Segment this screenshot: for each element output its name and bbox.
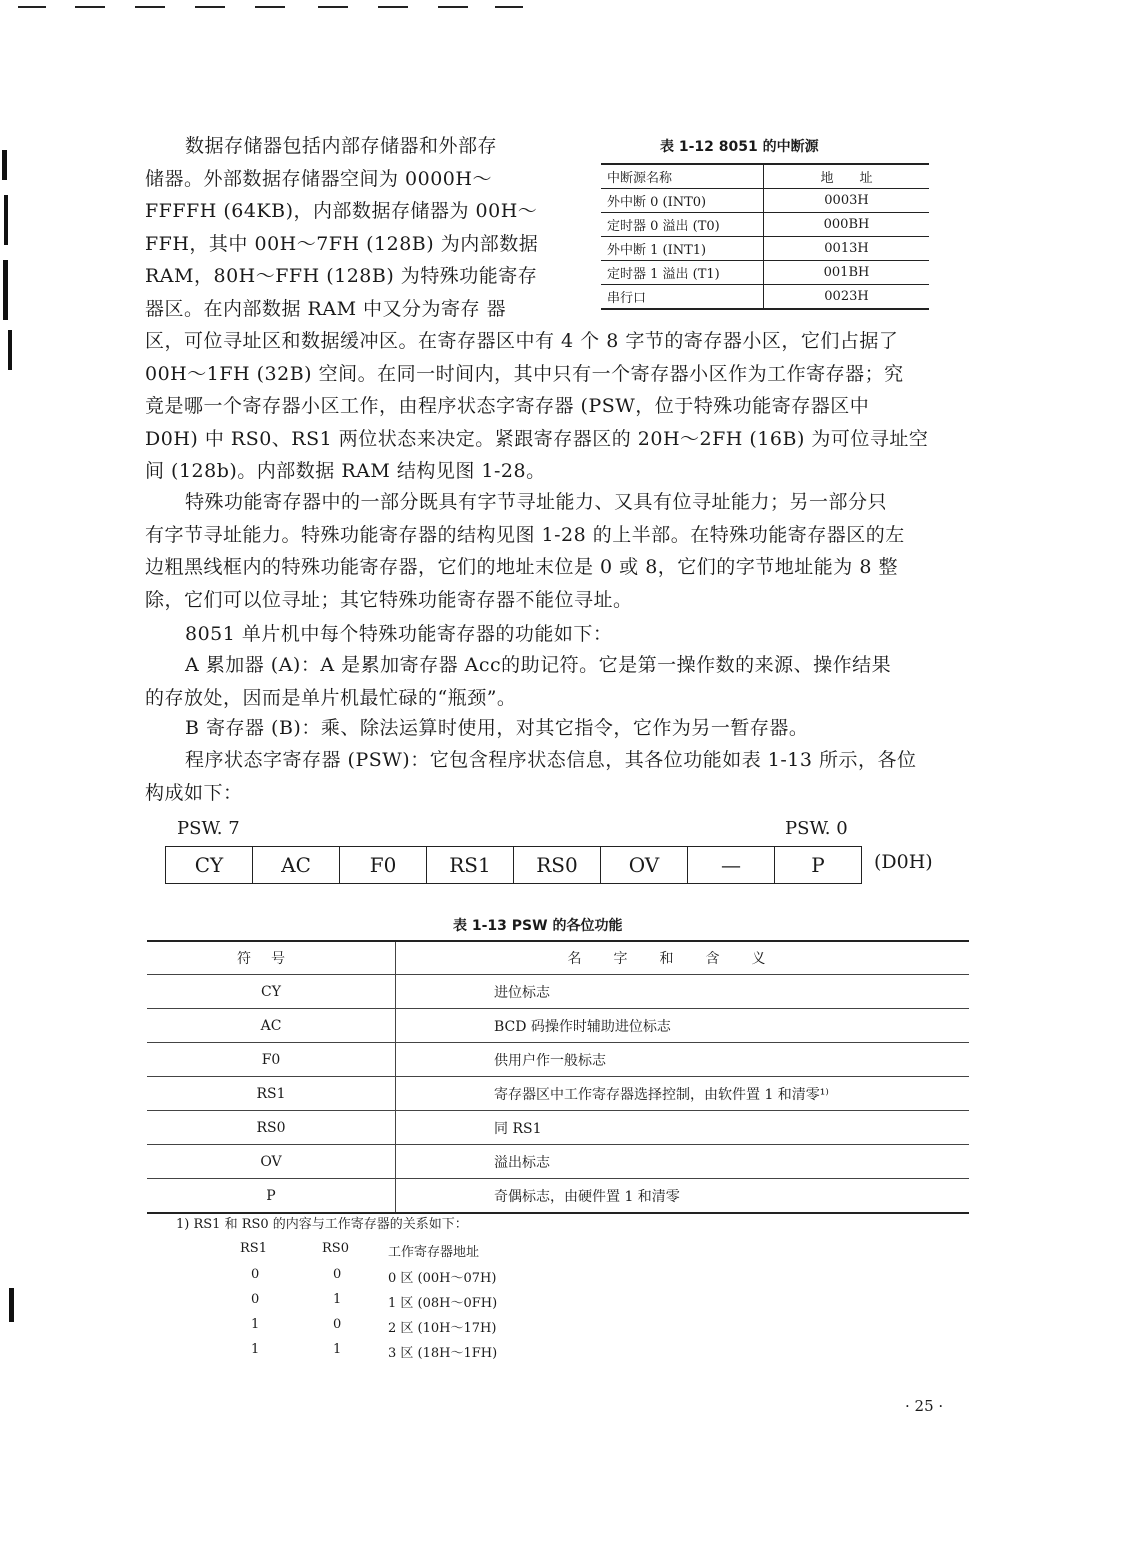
table-cell: 供用户作一般标志 <box>396 1043 970 1077</box>
table-cell: 001BH <box>764 261 930 285</box>
text-line: 竟是哪一个寄存器小区工作，由程序状态字寄存器 (PSW，位于特殊功能寄存器区中 <box>145 395 870 417</box>
psw-bit: AC <box>253 847 340 883</box>
footnote-cell: RS1 <box>240 1241 267 1256</box>
table-row <box>601 164 929 189</box>
text-line: 00H～1FH (32B) 空间。在同一时间内，其中只有一个寄存器小区作为工作寄存器；究 <box>145 362 904 385</box>
psw-bit: OV <box>601 847 688 883</box>
table-row <box>601 261 929 285</box>
table-cell: AC <box>147 1009 396 1043</box>
text-line: 有字节寻址能力。特殊功能寄存器的结构见图 1-28 的上半部。在特殊功能寄存器区的左 <box>145 523 905 546</box>
text-line: 储器。外部数据存储器空间为 0000H～ <box>145 167 492 190</box>
table-cell: 0023H <box>764 285 930 310</box>
psw-left-label: PSW. 7 <box>177 818 240 839</box>
table-cell: 000BH <box>764 213 930 237</box>
table-cell: 外中断 1 (INT1) <box>601 237 764 261</box>
table-row <box>601 189 929 213</box>
table-header-cell: 中断源名称 <box>601 164 764 189</box>
table-cell: 进位标志 <box>396 975 970 1009</box>
footnote-cell: 0 <box>251 1292 260 1307</box>
footnote-cell: 1 区 (08H～0FH) <box>388 1296 498 1311</box>
table-cell: 溢出标志 <box>396 1145 970 1179</box>
table-cell: RS1 <box>147 1077 396 1111</box>
psw-bit: F0 <box>340 847 427 883</box>
text-line: FFFFH (64KB)，内部数据存储器为 00H～ <box>145 200 538 222</box>
paragraph-4 <box>145 649 970 714</box>
table-row <box>147 1145 969 1179</box>
margin-mark-5 <box>9 1288 14 1322</box>
text-line: A 累加器 (A)：A 是累加寄存器 Acc的助记符。它是第一操作数的来源、操作结果 <box>185 654 892 676</box>
psw-bit: P <box>811 853 825 877</box>
footnote-table <box>240 1241 570 1361</box>
page-number: · 25 · <box>905 1397 944 1415</box>
text-line: 8051 单片机中每个特殊功能寄存器的功能如下： <box>185 623 613 645</box>
table-12 <box>601 163 929 310</box>
table-cell: BCD 码操作时辅助进位标志 <box>396 1009 970 1043</box>
footnote-cell: 1 <box>251 1342 260 1357</box>
table-row <box>147 1077 969 1111</box>
footnote-cell: RS0 <box>322 1241 349 1256</box>
text-line: 区，可位寻址区和数据缓冲区。在寄存器区中有 4 个 8 字节的寄存器小区，它们占据了 <box>145 330 899 352</box>
table-row <box>601 237 929 261</box>
table-header-cell: 符号 <box>147 941 396 975</box>
text-line: 的存放处，因而是单片机最忙碌的“瓶颈”。 <box>145 686 517 709</box>
footnote-cell: 0 <box>333 1267 342 1282</box>
text-line: 除，它们可以位寻址；其它特殊功能寄存器不能位寻址。 <box>145 588 633 611</box>
footnote-cell: 0 <box>333 1317 342 1332</box>
margin-mark-1 <box>2 150 7 180</box>
text-line: FFH，其中 00H～7FH (128B) 为内部数据 <box>145 232 539 255</box>
footnote-text: 1) RS1 和 RS0 的内容与工作寄存器的关系如下： <box>176 1217 468 1232</box>
table-row <box>147 1043 969 1077</box>
footnote-cell: 1 <box>251 1317 260 1332</box>
psw-bit: CY <box>166 847 253 883</box>
table-cell: RS0 <box>147 1111 396 1145</box>
table-row <box>147 1179 969 1214</box>
table-cell: P <box>147 1179 396 1214</box>
text-line: 边粗黑线框内的特殊功能寄存器，它们的地址末位是 0 或 8，它们的字节地址能为 8 整 <box>145 556 898 578</box>
footnote-cell: 3 区 (18H～1FH) <box>388 1346 498 1361</box>
table-cell: 同 RS1 <box>396 1111 970 1145</box>
margin-mark-4 <box>8 330 12 370</box>
table-cell: 0003H <box>764 189 930 213</box>
text-line: 特殊功能寄存器中的一部分既具有字节寻址能力、又具有位寻址能力；另一部分只 <box>185 491 888 513</box>
table-13-caption: 表 1-13 PSW 的各位功能 <box>453 918 623 934</box>
text-line: 数据存储器包括内部存储器和外部存 <box>185 135 498 157</box>
psw-bit: — <box>688 847 775 883</box>
footnote-cell: 1 <box>333 1292 342 1307</box>
text-line: D0H) 中 RS0、RS1 两位状态来决定。紧跟寄存器区的 20H～2FH (16B) 为可位寻址空 <box>145 427 929 450</box>
paragraph-1-continuation <box>145 325 970 488</box>
table-header-row <box>147 941 969 975</box>
paragraph-2 <box>145 486 970 616</box>
paragraph-3 <box>185 618 970 651</box>
table-cell: OV <box>147 1145 396 1179</box>
table-row <box>147 1009 969 1043</box>
text-line: RAM，80H～FFH (128B) 为特殊功能寄存 <box>145 265 538 287</box>
table-cell: 外中断 0 (INT0) <box>601 189 764 213</box>
table-cell: F0 <box>147 1043 396 1077</box>
table-cell: 定时器 0 溢出 (T0) <box>601 213 764 237</box>
text-line: 间 (128b)。内部数据 RAM 结构见图 1-28。 <box>145 460 546 482</box>
paragraph-5 <box>185 712 970 745</box>
footnote-cell: 1 <box>333 1342 342 1357</box>
margin-mark-2 <box>4 195 8 245</box>
table-row <box>601 213 929 237</box>
text-line: B 寄存器 (B)：乘、除法运算时使用，对其它指令，它作为另一暂存器。 <box>185 717 809 739</box>
text-line: 器区。在内部数据 RAM 中又分为寄存 器 <box>145 297 507 320</box>
psw-register <box>165 846 862 884</box>
table-cell: 0013H <box>764 237 930 261</box>
paragraph-6 <box>145 744 970 809</box>
table-header-cell: 名字和含义 <box>396 941 970 975</box>
table-row <box>601 285 929 310</box>
footnote-cell: 工作寄存器地址 <box>388 1245 480 1260</box>
text-line: 构成如下： <box>145 781 243 804</box>
table-cell: CY <box>147 975 396 1009</box>
table-13 <box>147 940 969 1214</box>
paragraph-1-lines <box>145 130 545 325</box>
psw-address: (D0H) <box>874 851 933 873</box>
table-cell: 奇偶标志，由硬件置 1 和清零 <box>396 1179 970 1214</box>
psw-right-label: PSW. 0 <box>785 818 848 839</box>
footnote-cell: 2 区 (10H～17H) <box>388 1321 497 1336</box>
table-cell: 寄存器区中工作寄存器选择控制，由软件置 1 和清零¹⁾ <box>396 1077 970 1111</box>
psw-bit: RS1 <box>427 847 514 883</box>
top-scan-marks <box>0 0 560 12</box>
text-line: 程序状态字寄存器 (PSW)：它包含程序状态信息，其各位功能如表 1-13 所示，各位 <box>185 749 917 771</box>
psw-bit: RS0 <box>514 847 601 883</box>
footnote-cell: 0 区 (00H～07H) <box>388 1271 497 1286</box>
margin-mark-3 <box>3 260 8 320</box>
table-12-caption: 表 1-12 8051 的中断源 <box>660 139 819 155</box>
table-row <box>147 975 969 1009</box>
footnote-cell: 0 <box>251 1267 260 1282</box>
table-header-cell: 地 址 <box>764 164 930 189</box>
table-cell: 定时器 1 溢出 (T1) <box>601 261 764 285</box>
table-row <box>147 1111 969 1145</box>
table-cell: 串行口 <box>601 285 764 310</box>
